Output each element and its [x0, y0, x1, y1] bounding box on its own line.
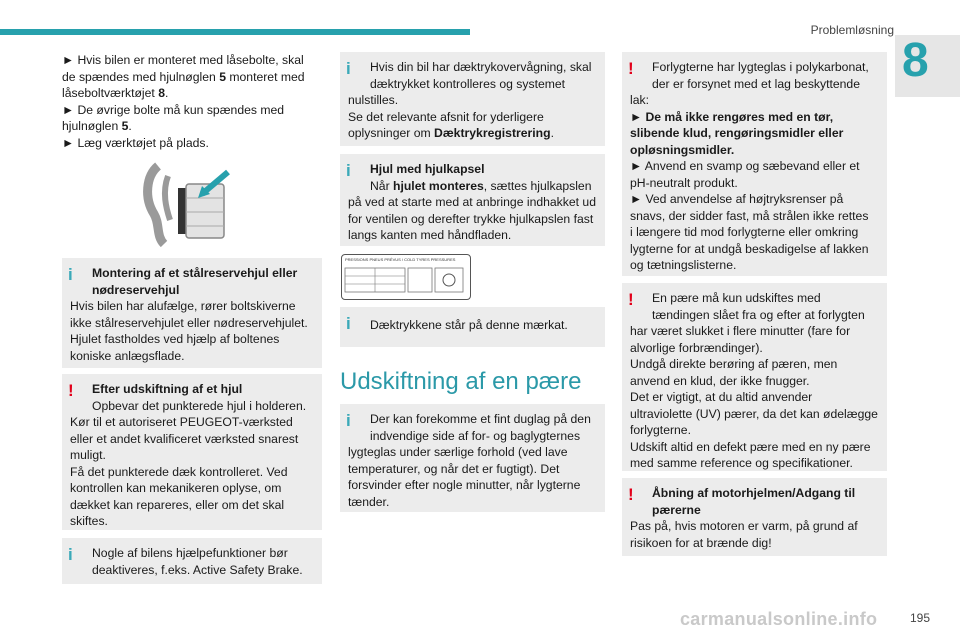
bullet-icon: ►	[62, 135, 78, 150]
info-icon: i	[68, 265, 73, 284]
warning-box-bonnet-access: ! Åbning af motorhjelmen/Adgang til pærerne Pas på, hvis motoren er varm, på grund af risikoen for at brænde dig!	[622, 478, 887, 556]
label-grid-icon	[342, 264, 468, 300]
info-box-condensation: i Der kan forekomme et fint duglag på den indvendige side af for- og baglygternes lygteglas under særlige forhold (ved lave temperaturer, og når det er fugtigt). Det forsvinder efter nogle minutter, når lygterne tænder.	[340, 404, 605, 512]
warning-icon: !	[628, 290, 634, 309]
info-icon: i	[68, 545, 73, 564]
page-number: 195	[909, 611, 930, 625]
bullet-icon: ►	[630, 192, 646, 206]
intro-text: ► Hvis bilen er monteret med låsebolte, skal de spændes med hjulnøglen 5 monteret med låseboltværktøjet 8. ► De øvrige bolte må kun spændes med hjulnøglen 5. ► Læg værktøjet på plads.	[62, 53, 305, 150]
tyre-pressure-label-illustration	[341, 254, 471, 300]
info-icon: i	[346, 59, 351, 78]
bullet-icon: ►	[62, 102, 78, 117]
warning-box-bulb-handling: ! En pære må kun udskiftes med tændingen slået fra og efter at forlygten har været slukket i flere minutter (fare for alvorlige forbrændinger). Undgå direkte berøring af pæren, men anvend en klud, der ikke fnugger. Det er vigtigt, at du altid anvender ultraviolette (UV) pærer, da det kan ødelægge forlygterne. Udskift altid en defekt pære med en ny pære med samme reference og specifikationer.	[622, 283, 887, 471]
column-1	[62, 52, 322, 151]
info-icon: i	[346, 161, 351, 180]
info-icon: i	[346, 314, 351, 333]
bullet-icon: ►	[630, 109, 646, 124]
warning-icon: !	[628, 485, 634, 504]
section-title-bulb-replacement: Udskiftning af en pære	[340, 368, 582, 395]
bullet-icon: ►	[62, 53, 78, 67]
info-box-tyre-pressure-monitoring: i Hvis din bil har dæktrykovervågning, skal dæktrykket kontrolleres og systemet nulstilles. Se det relevante afsnit for yderligere oplysninger om Dæktrykregistrering.	[340, 52, 605, 146]
chapter-title: Problemløsning	[810, 23, 894, 37]
warning-box-after-wheel-change: ! Efter udskiftning af et hjul Opbevar det punkterede hjul i holderen. Kør til et autoriseret PEUGEOT-værksted eller et andet kvalificeret værksted snarest muligt. Få det punkterede dæk kontrolleret. Ved kontrollen kan mekanikeren oplyse, om dækket kan repareres, eller om det skal skiftes.	[62, 374, 322, 530]
chapter-number: 8	[902, 34, 929, 87]
info-box-steel-spare-wheel: i Montering af et stålreservehjul eller nødreservehjul Hvis bilen har alufælge, rører boltskiverne ikke stålreservehjulet eller nødreservehjulet. Hjulet fastholdes ved hjælp af boltenes koniske anlægsflade.	[62, 258, 322, 368]
info-icon: i	[346, 411, 351, 430]
wheel-bolt-illustration	[140, 158, 240, 248]
warning-box-polycarbonate-lenses: ! Forlygterne har lygteglas i polykarbonat, der er forsynet med et lag beskyttende lak: ► De må ikke rengøres med en tør, slibende klud, rengøringsmidler eller opløsningsmidler. ► Anvend en svamp og sæbevand eller et pH-neutralt produkt. ► Ved anvendelse af højtryksrenser på snavs, der sidder fast, må strålen ikke rettes i længere tid mod forlygterne eller omkring lygterne for at undgå beskadigelse af lakken og tætningslisterne.	[622, 52, 887, 276]
warning-icon: !	[628, 59, 634, 78]
info-box-pressure-label: i Dæktrykkene står på denne mærkat.	[340, 307, 605, 347]
warning-icon: !	[68, 381, 74, 400]
link-tyre-registration[interactable]: Dæktrykregistrering	[434, 126, 551, 140]
header-accent-bar	[0, 29, 470, 35]
info-box-wheel-trim: i Hjul med hjulkapsel Når hjulet monteres, sættes hjulkapslen på ved at starte med at anbringe indhakket ud for ventilen og derefter trykke hjulkapslen fast langs kanten med håndfladen.	[340, 154, 605, 246]
bullet-icon: ►	[630, 159, 645, 173]
watermark: carmanualsonline.info	[680, 609, 878, 629]
chapter-tab[interactable]	[895, 35, 960, 97]
label-header: PRESSIONS PNEUS PRÉVUS / COLD TYRES PRESSURES	[345, 257, 456, 262]
info-box-driver-aids: i Nogle af bilens hjælpefunktioner bør deaktiveres, f.eks. Active Safety Brake.	[62, 538, 322, 584]
